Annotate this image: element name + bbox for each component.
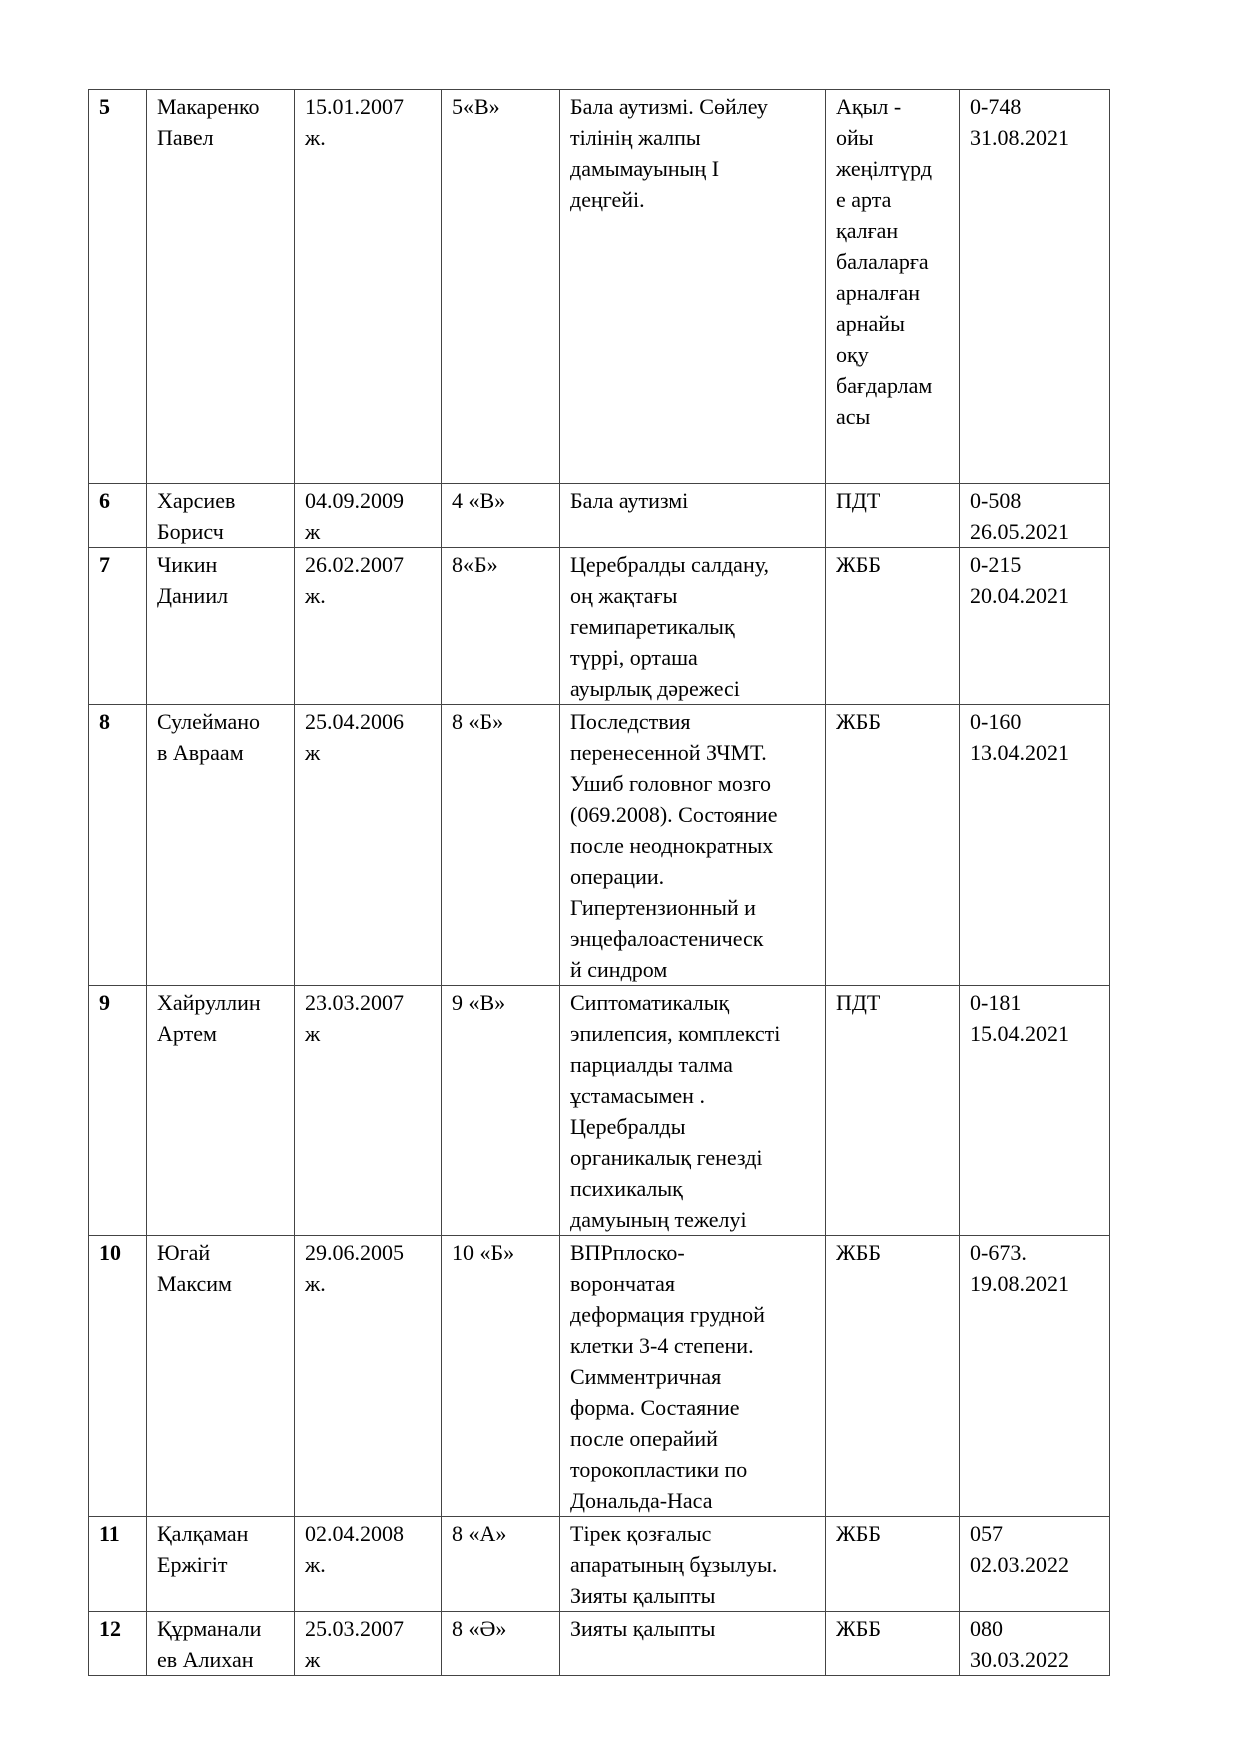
student-name: Харсиев Борисч [157, 488, 236, 544]
table-row [89, 484, 1110, 548]
study-program: ЖББ [836, 1616, 881, 1641]
student-name: Сулеймано в Авраам [157, 709, 260, 765]
student-name-cell [147, 986, 295, 1236]
document-number: 0-748 31.08.2021 [970, 94, 1069, 150]
diagnosis-cell [560, 90, 826, 484]
class-grade: 4 «В» [452, 488, 506, 513]
row-number-cell [89, 484, 147, 548]
row-number-cell [89, 1236, 147, 1517]
table-row [89, 548, 1110, 705]
table-body [89, 90, 1110, 1676]
student-name: Макаренко Павел [157, 94, 260, 150]
class-grade-cell [442, 1517, 560, 1612]
document-number-cell [960, 548, 1110, 705]
class-grade: 8 «Б» [452, 709, 504, 734]
diagnosis-cell [560, 705, 826, 986]
birth-date-cell [295, 484, 442, 548]
document-number-cell [960, 90, 1110, 484]
student-name-cell [147, 705, 295, 986]
row-number-cell [89, 90, 147, 484]
diagnosis: Бала аутизмі [570, 488, 689, 513]
student-name-cell [147, 1612, 295, 1676]
class-grade-cell [442, 548, 560, 705]
class-grade-cell [442, 90, 560, 484]
diagnosis-cell [560, 484, 826, 548]
diagnosis: Тірек қозғалыс апаратының бұзылуы. Зияты қалыпты [570, 1521, 778, 1608]
document-number-cell [960, 1236, 1110, 1517]
study-program: Ақыл - ойы жеңілтүрд е арта қалған балаларға арналған арнайы оқу бағдарлам асы [836, 94, 933, 429]
study-program: ЖББ [836, 1521, 881, 1546]
birth-date: 15.01.2007 ж. [305, 94, 404, 150]
row-number: 12 [99, 1616, 121, 1641]
study-program-cell [826, 548, 960, 705]
class-grade-cell [442, 484, 560, 548]
study-program-cell [826, 1236, 960, 1517]
table-row [89, 986, 1110, 1236]
students-table [88, 89, 1110, 1676]
document-number-cell [960, 1517, 1110, 1612]
student-name: Қалқаман Ержігіт [157, 1521, 249, 1577]
row-number: 6 [99, 488, 110, 513]
diagnosis: Зияты қалыпты [570, 1616, 716, 1641]
document-number: 0-673. 19.08.2021 [970, 1240, 1069, 1296]
document-number: 080 30.03.2022 [970, 1616, 1069, 1672]
document-number-cell [960, 1612, 1110, 1676]
study-program: ПДТ [836, 488, 881, 513]
class-grade: 9 «В» [452, 990, 506, 1015]
document-number: 0-508 26.05.2021 [970, 488, 1069, 544]
student-name-cell [147, 1236, 295, 1517]
student-name-cell [147, 90, 295, 484]
row-number-cell [89, 1517, 147, 1612]
birth-date-cell [295, 548, 442, 705]
birth-date-cell [295, 90, 442, 484]
class-grade: 8 «А» [452, 1521, 507, 1546]
diagnosis-cell [560, 1612, 826, 1676]
class-grade: 10 «Б» [452, 1240, 515, 1265]
birth-date-cell [295, 1236, 442, 1517]
diagnosis: Церебралды салдану, оң жақтағы гемипаретикалық түррі, орташа ауырлық дәрежесі [570, 552, 770, 701]
birth-date-cell [295, 986, 442, 1236]
study-program-cell [826, 986, 960, 1236]
document-number: 057 02.03.2022 [970, 1521, 1069, 1577]
student-name: Хайруллин Артем [157, 990, 261, 1046]
row-number-cell [89, 986, 147, 1236]
row-number: 11 [99, 1521, 120, 1546]
row-number: 8 [99, 709, 110, 734]
student-name-cell [147, 548, 295, 705]
birth-date: 02.04.2008 ж. [305, 1521, 404, 1577]
row-number-cell [89, 705, 147, 986]
diagnosis: Сиптоматикалық эпилепсия, комплексті парциалды талма ұстамасымен . Церебралды органикалық генезді психикалық дамуының тежелуі [570, 990, 781, 1232]
class-grade-cell [442, 705, 560, 986]
table-row [89, 1612, 1110, 1676]
diagnosis-cell [560, 986, 826, 1236]
class-grade: 5«В» [452, 94, 500, 119]
table-row [89, 90, 1110, 484]
birth-date: 23.03.2007 ж [305, 990, 404, 1046]
birth-date: 26.02.2007 ж. [305, 552, 404, 608]
birth-date-cell [295, 1612, 442, 1676]
diagnosis: Последствия перенесенной ЗЧМТ. Ушиб головног мозго (069.2008). Состояние после неоднократных операции. Гипертензионный и энцефалоастеническ й синдром [570, 709, 778, 982]
diagnosis-cell [560, 1517, 826, 1612]
birth-date: 04.09.2009 ж [305, 488, 404, 544]
document-number-cell [960, 986, 1110, 1236]
student-name-cell [147, 484, 295, 548]
document-number-cell [960, 705, 1110, 986]
row-number: 5 [99, 94, 110, 119]
study-program-cell [826, 1612, 960, 1676]
diagnosis: Бала аутизмі. Сөйлеу тілінің жалпы дамымауының I деңгейі. [570, 94, 768, 212]
birth-date: 29.06.2005 ж. [305, 1240, 404, 1296]
birth-date-cell [295, 1517, 442, 1612]
row-number-cell [89, 1612, 147, 1676]
study-program-cell [826, 705, 960, 986]
study-program-cell [826, 90, 960, 484]
class-grade: 8 «Ә» [452, 1616, 507, 1641]
student-name: Құрманали ев Алихан [157, 1616, 262, 1672]
class-grade-cell [442, 1612, 560, 1676]
document-number: 0-181 15.04.2021 [970, 990, 1069, 1046]
student-name-cell [147, 1517, 295, 1612]
study-program-cell [826, 1517, 960, 1612]
document-number-cell [960, 484, 1110, 548]
table-row [89, 1517, 1110, 1612]
row-number: 7 [99, 552, 110, 577]
class-grade-cell [442, 1236, 560, 1517]
class-grade: 8«Б» [452, 552, 498, 577]
row-number-cell [89, 548, 147, 705]
birth-date: 25.04.2006 ж [305, 709, 404, 765]
study-program-cell [826, 484, 960, 548]
diagnosis-cell [560, 548, 826, 705]
document-number: 0-160 13.04.2021 [970, 709, 1069, 765]
student-name: Чикин Даниил [157, 552, 229, 608]
study-program: ПДТ [836, 990, 881, 1015]
class-grade-cell [442, 986, 560, 1236]
birth-date-cell [295, 705, 442, 986]
study-program: ЖББ [836, 552, 881, 577]
birth-date: 25.03.2007 ж [305, 1616, 404, 1672]
document-number: 0-215 20.04.2021 [970, 552, 1069, 608]
row-number: 9 [99, 990, 110, 1015]
study-program: ЖББ [836, 1240, 881, 1265]
diagnosis-cell [560, 1236, 826, 1517]
table-row [89, 705, 1110, 986]
table-row [89, 1236, 1110, 1517]
study-program: ЖББ [836, 709, 881, 734]
diagnosis: ВПРплоско- ворончатая деформация грудной клетки 3-4 степени. Симментричная форма. Состаяние после операйий торокопластики по Дональда-Наса [570, 1240, 765, 1513]
student-name: Югай Максим [157, 1240, 232, 1296]
row-number: 10 [99, 1240, 121, 1265]
